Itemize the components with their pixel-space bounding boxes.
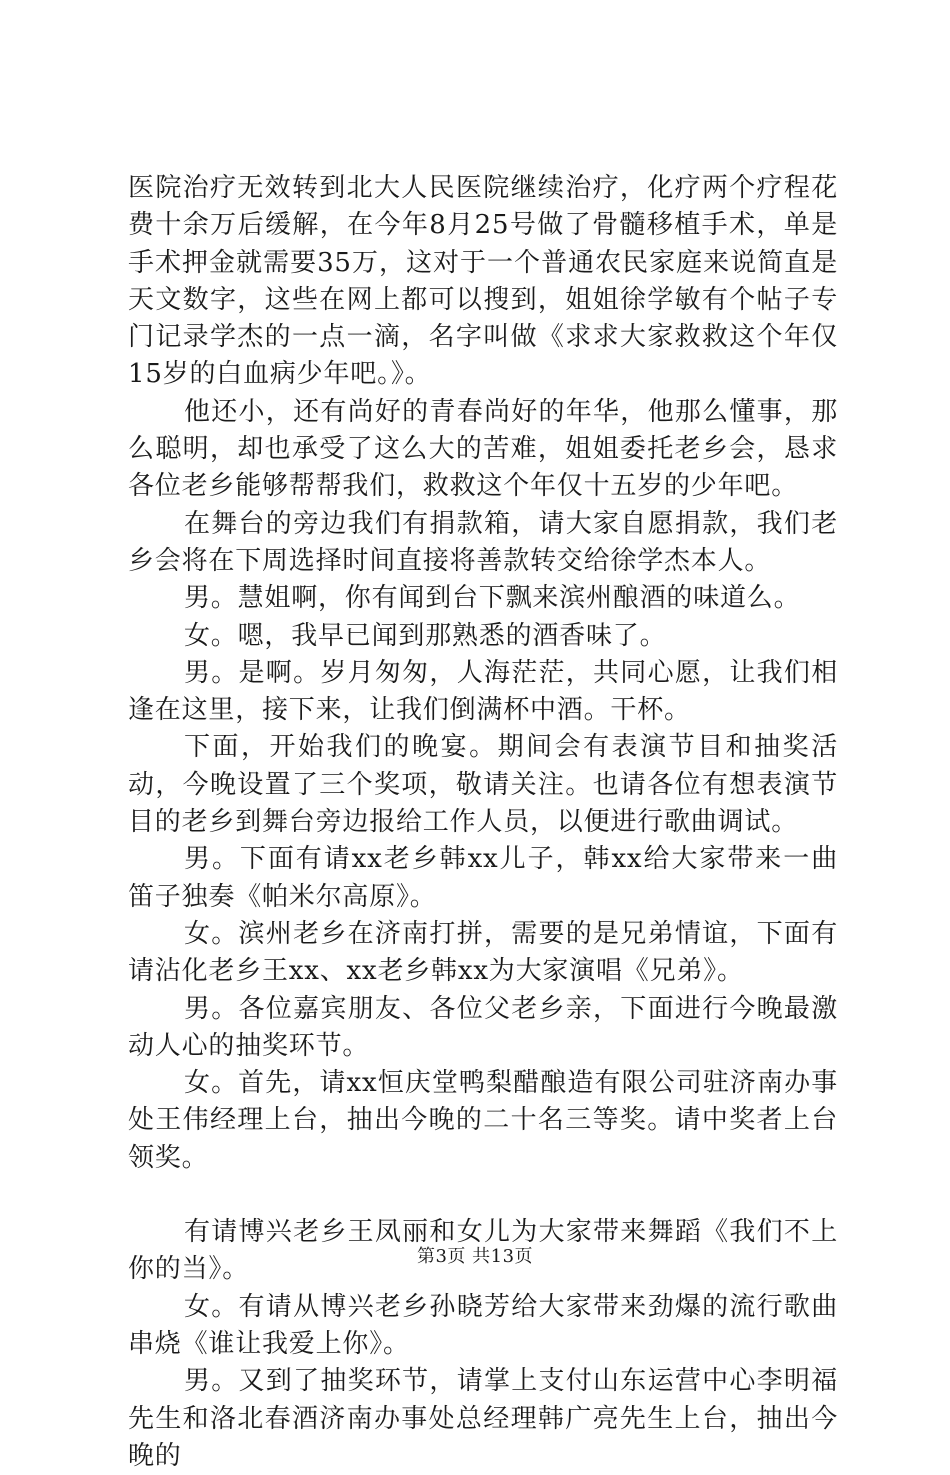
paragraph-continued: 医院治疗无效转到北大人民医院继续治疗，化疗两个疗程花费十余万后缓解，在今年8月25号做了骨髓移植手术，单是手术押金就需要35万，这对于一个普通农民家庭来说简直是天文数字，这些在网上都可以搜到，姐姐徐学敏有个帖子专门记录学杰的一点一滴，名字叫做《求求大家救救这个年仅15岁的白血病少年吧。》。 bbox=[128, 173, 838, 390]
paragraph: 下面，开始我们的晚宴。期间会有表演节目和抽奖活动，今晚设置了三个奖项，敬请关注。也请各位有想表演节目的老乡到舞台旁边报给工作人员，以便进行歌曲调试。 bbox=[128, 732, 838, 838]
paragraph: 男。各位嘉宾朋友、各位父老乡亲，下面进行今晚最激动人心的抽奖环节。 bbox=[128, 993, 838, 1061]
paragraph: 他还小，还有尚好的青春尚好的年华，他那么懂事，那么聪明，却也承受了这么大的苦难，姐姐委托老乡会，恳求各位老乡能够帮帮我们，救救这个年仅十五岁的少年吧。 bbox=[128, 396, 838, 502]
paragraph: 男。下面有请xx老乡韩xx儿子，韩xx给大家带来一曲笛子独奏《帕米尔高原》。 bbox=[128, 844, 838, 912]
paragraph: 男。又到了抽奖环节，请掌上支付山东运营中心李明福先生和洛北春酒济南办事处总经理韩广亮先生上台，抽出今晚的 bbox=[128, 1366, 838, 1471]
paragraph: 女。嗯，我早已闻到那熟悉的酒香味了。 bbox=[184, 620, 667, 651]
page-number-footer: 第3页 共13页 bbox=[416, 1246, 534, 1267]
document-body bbox=[128, 170, 838, 1475]
paragraph: 女。首先，请xx恒庆堂鸭梨醋酿造有限公司驻济南办事处王伟经理上台，抽出今晚的二十名三等奖。请中奖者上台领奖。 bbox=[128, 1068, 838, 1173]
blank-line bbox=[128, 1177, 838, 1214]
paragraph: 男。是啊。岁月匆匆，人海茫茫，共同心愿，让我们相逢在这里，接下来，让我们倒满杯中酒。干杯。 bbox=[128, 657, 838, 726]
paragraph: 男。慧姐啊，你有闻到台下飘来滨州酿酒的味道么。 bbox=[184, 583, 801, 614]
paragraph: 在舞台的旁边我们有捐款箱，请大家自愿捐款，我们老乡会将在下周选择时间直接将善款转交给徐学杰本人。 bbox=[128, 508, 838, 576]
paragraph: 有请博兴老乡王凤丽和女儿为大家带来舞蹈《我们不上你的当》。 bbox=[128, 1217, 838, 1285]
paragraph: 女。滨州老乡在济南打拼，需要的是兄弟情谊，下面有请沾化老乡王xx、xx老乡韩xx为大家演唱《兄弟》。 bbox=[128, 918, 838, 987]
paragraph: 女。有请从博兴老乡孙晓芳给大家带来劲爆的流行歌曲串烧《谁让我爱上你》。 bbox=[128, 1291, 838, 1359]
